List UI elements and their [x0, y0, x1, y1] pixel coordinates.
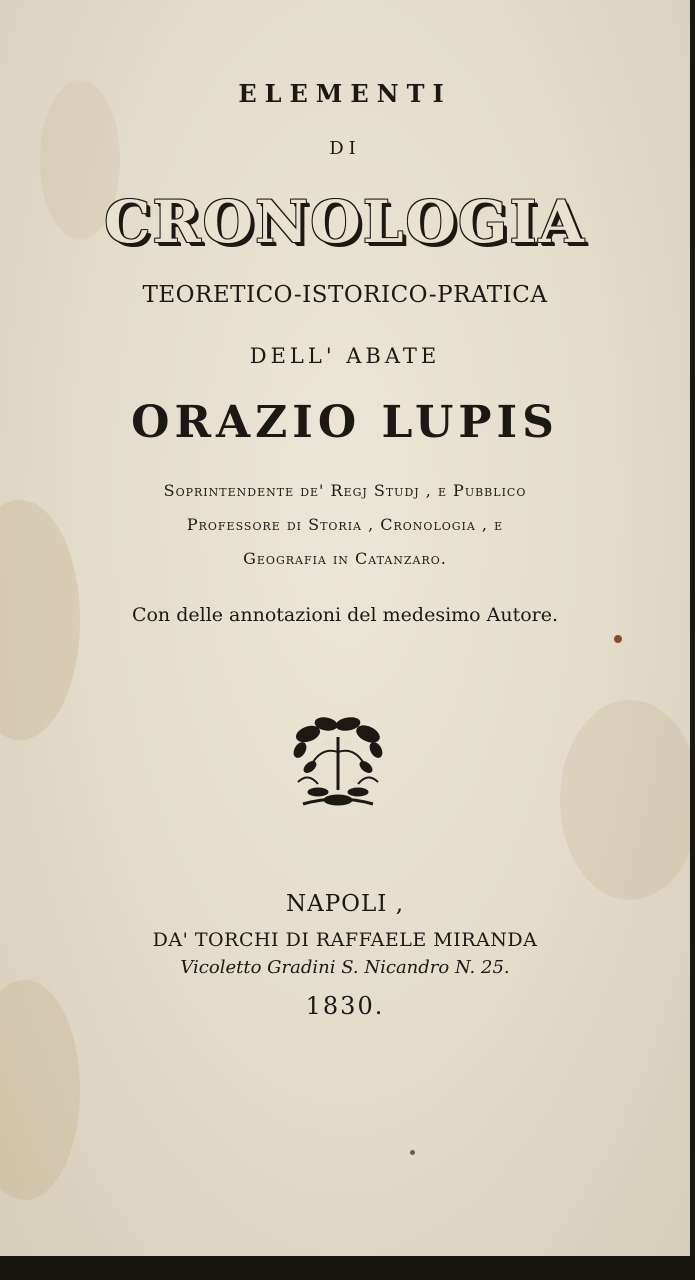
annotations-note: Con delle annotazioni del medesimo Autore. — [131, 604, 559, 626]
main-title: CRONOLOGIA — [104, 188, 586, 256]
author-credentials-line-3: Geografia in Catanzaro. — [243, 549, 447, 568]
title-line-elementi: ELEMENTI — [238, 79, 452, 108]
imprint-year: 1830. — [305, 992, 385, 1020]
paper-stain — [560, 700, 690, 900]
imprint-printer: DA' TORCHI DI RAFFAELE MIRANDA — [152, 929, 538, 951]
floral-ornament-icon — [288, 712, 388, 812]
imprint-address: Vicoletto Gradini S. Nicandro N. 25. — [180, 957, 510, 978]
imprint-city: NAPOLI , — [285, 891, 405, 917]
title-line-di: DI — [329, 138, 361, 159]
author-credentials-line-2: Professore di Storia , Cronologia , e — [186, 515, 504, 534]
author-credentials-line-1: Soprintendente de' Regj Studj , e Pubblico — [163, 481, 527, 500]
subtitle: TEORETICO-ISTORICO-PRATICA — [142, 282, 548, 308]
author-prefix: DELL' ABATE — [249, 344, 441, 368]
author-name: ORAZIO LUPIS — [131, 397, 559, 448]
ink-spot — [614, 635, 622, 643]
ink-spot — [410, 1150, 415, 1155]
